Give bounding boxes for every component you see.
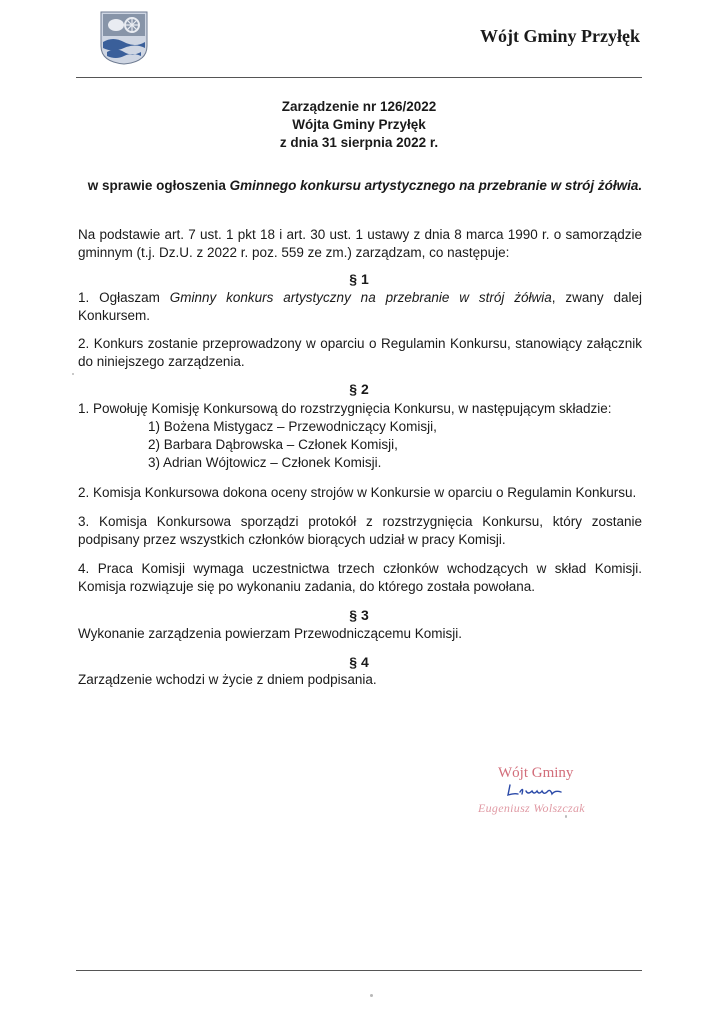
document-title [0,98,718,152]
section-2-paragraph-2: 2. Komisja Konkursowa dokona oceny strojów w Konkursie w oparciu o Regulamin Konkursu. [78,485,637,500]
section-3-paragraph: Wykonanie zarządzenia powierzam Przewodniczącemu Komisji. [78,626,463,641]
stamp-title: Wójt Gminy [498,765,574,781]
section-1-heading: § 1 [349,271,369,287]
section-2-paragraph-4: 4. Praca Komisji wymaga uczestnictwa trzech członków wchodzących w skład Komisji. Komisja rozwiązuje się po wykonaniu zadania, do którego została powołana. [78,561,642,594]
office-name-header: Wójt Gminy Przyłęk [480,26,640,46]
committee-member-2: 2) Barbara Dąbrowska – Członek Komisji, [148,437,398,452]
footer-divider [76,970,642,971]
official-stamp [478,765,634,825]
stamp-signatory-name: Eugeniusz Wolszczak [478,801,585,815]
section-4-heading: § 4 [349,654,369,670]
s1-p1-suffix: , zwany dalej Konkursem. [78,290,643,323]
document-subject [80,178,650,193]
title-line-3: z dnia 31 sierpnia 2022 r. [279,135,439,150]
section-2-paragraph-1: 1. Powołuję Komisję Konkursową do rozstrzygnięcia Konkursu, w następującym składzie: [78,401,612,416]
title-line-1: Zarządzenie nr 126/2022 [281,99,437,114]
legal-basis-paragraph: Na podstawie art. 7 ust. 1 pkt 18 i art. 30 ust. 1 ustawy z dnia 8 marca 1990 r. o samorządzie gminnym (t.j. Dz.U. z 2022 r. poz. 559 ze zm.) zarządzam, co następuje: [78,227,642,260]
section-1-paragraph-1 [78,289,642,325]
header-divider [76,77,642,78]
committee-member-3: 3) Adrian Wójtowicz – Członek Komisji. [148,455,382,470]
section-3-heading: § 3 [349,607,369,623]
subject-title: Gminnego konkursu artystycznego na przebranie w strój żółwia. [229,178,643,193]
scan-speck [565,815,567,818]
scan-speck [72,373,74,375]
section-2-paragraph-3: 3. Komisja Konkursowa sporządzi protokół z rozstrzygnięcia Konkursu, który zostanie podpisany przez wszystkich członków biorących udział w pracy Komisji. [78,514,642,547]
coat-of-arms-logo [99,10,149,65]
s1-p1-prefix: 1. Ogłaszam [78,290,170,305]
s1-p1-contest-name: Gminny konkurs artystyczny na przebranie w strój żółwia [169,290,552,305]
section-2-heading: § 2 [349,381,369,397]
scan-speck [370,994,373,997]
title-line-2: Wójta Gminy Przyłęk [292,117,426,132]
subject-prefix: w sprawie ogłoszenia [87,178,230,193]
section-1-paragraph-2: 2. Konkurs zostanie przeprowadzony w oparciu o Regulamin Konkursu, stanowiący załącznik do niniejszego zarządzenia. [78,336,642,369]
section-4-paragraph: Zarządzenie wchodzi w życie z dniem podpisania. [78,672,377,687]
committee-member-1: 1) Bożena Mistygacz – Przewodniczący Komisji, [148,419,437,434]
handwritten-signature [506,782,566,800]
